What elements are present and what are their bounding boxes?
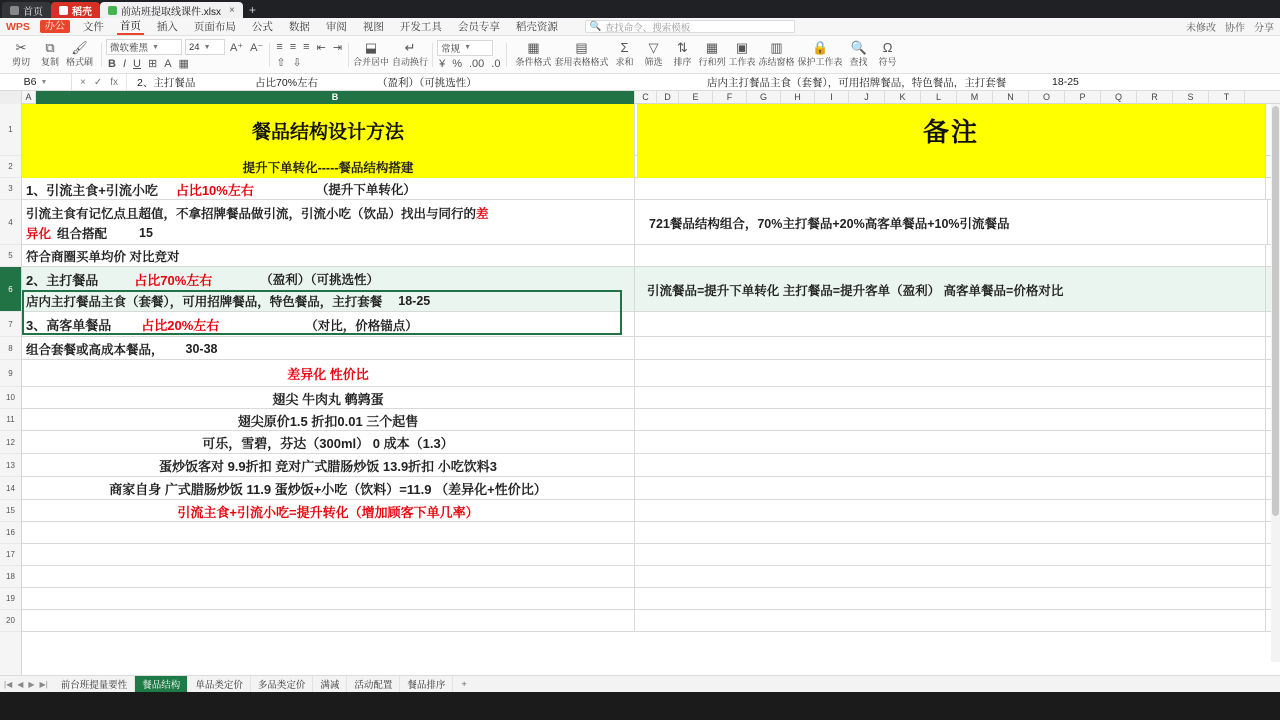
cell-b7-text3: （盈利）（可挑选性） — [260, 273, 380, 287]
increase-font-icon[interactable]: A⁺ — [230, 41, 244, 54]
formula-seg-5: 18-25 — [1052, 76, 1079, 88]
column-header-F[interactable]: F — [713, 91, 747, 104]
wrap-text-button[interactable] — [392, 41, 428, 68]
underline-icon[interactable]: U — [133, 57, 141, 70]
cell-b11-text: 差异化 性价比 — [287, 367, 369, 382]
xlsx-icon — [108, 6, 117, 15]
toolbar-divider-4 — [432, 43, 433, 67]
column-header-D[interactable]: D — [657, 91, 679, 104]
sort-icon: ⇅ — [677, 40, 688, 55]
cell-b5-text3: 15 — [139, 225, 153, 240]
menu-item-devtools[interactable]: 开发工具 — [399, 21, 442, 33]
menu-item-resources[interactable]: 稻壳资源 — [515, 21, 558, 33]
percent-icon[interactable]: % — [452, 57, 462, 70]
sort-label: 排序 — [673, 57, 692, 67]
sigma-icon: Σ — [620, 40, 629, 55]
cell-b16-text: 商家自身 广式腊肠炒饭 11.9 蛋炒饭+小吃（饮料）=11.9 （差异化+性价比） — [109, 482, 547, 497]
cell-note-9[interactable] — [637, 360, 1266, 387]
cell-b7-text1: 2、主打餐品 — [26, 272, 99, 288]
styles-tools-group — [511, 38, 904, 72]
cell-note-19[interactable] — [637, 588, 1266, 610]
cell-note-6[interactable] — [637, 267, 1266, 312]
tab-document[interactable] — [100, 2, 243, 18]
cell-right-title[interactable] — [637, 104, 1266, 156]
align-left-icon[interactable]: ⇧ — [276, 56, 286, 69]
table-row — [22, 178, 1280, 200]
cell-b12[interactable] — [22, 387, 635, 409]
currency-icon[interactable]: ¥ — [439, 57, 446, 70]
sheet-tab-3[interactable]: 多品类定价 — [251, 676, 314, 693]
column-header-L[interactable]: L — [921, 91, 957, 104]
align-middle-icon[interactable]: ≡ — [289, 41, 297, 53]
cell-b6-text: 符合商圈买单均价 对比竞对 — [26, 250, 180, 264]
search-placeholder: 查找命令、搜索模板 — [604, 22, 691, 34]
spreadsheet-grid[interactable] — [0, 91, 1280, 675]
number-format-value: 常规 — [441, 43, 461, 55]
table-style-button[interactable] — [554, 41, 608, 68]
find-button[interactable] — [846, 41, 872, 68]
cell-empty-18[interactable] — [22, 566, 635, 588]
sum-label: 求和 — [615, 57, 634, 67]
cell-b2-text: 提升下单转化-----餐品结构搭建 — [242, 161, 414, 175]
row-header-4[interactable]: 4 — [0, 200, 21, 245]
cell-note-3[interactable] — [637, 178, 1266, 200]
cell-left-title[interactable] — [22, 104, 635, 156]
row-header-18[interactable]: 18 — [0, 566, 21, 588]
bold-icon[interactable]: B — [108, 57, 116, 70]
font-size-value: 24 — [189, 41, 200, 53]
row-header-6[interactable]: 6 — [0, 267, 21, 312]
share-button[interactable]: 分享 — [1254, 23, 1274, 34]
decrease-decimal-icon[interactable]: .0 — [491, 57, 501, 70]
font-family-value: 微软雅黑 — [110, 43, 149, 54]
cut-button[interactable] — [8, 41, 34, 68]
cut-label: 剪切 — [11, 57, 30, 67]
menu-item-insert[interactable]: 插入 — [156, 21, 178, 33]
last-sheet-icon[interactable]: ▶| — [39, 679, 48, 689]
name-box[interactable] — [0, 74, 72, 90]
cancel-icon[interactable]: × — [80, 76, 86, 88]
tab-daoke[interactable] — [51, 2, 100, 18]
merge-center-label: 合并居中 — [353, 57, 390, 67]
cell-b11[interactable] — [22, 360, 635, 387]
row-header-9[interactable]: 9 — [0, 360, 21, 387]
tab-home[interactable] — [2, 2, 51, 18]
indent-increase-icon[interactable]: ⇥ — [332, 41, 343, 54]
chevron-down-icon[interactable]: ▼ — [40, 78, 48, 86]
number-format-select[interactable] — [437, 40, 493, 56]
tab-document-label: 前站班提取线课件.xlsx — [121, 6, 221, 18]
scrollbar-thumb[interactable] — [1272, 106, 1279, 516]
browser-tabstrip — [0, 0, 1280, 18]
cell-note-11[interactable] — [637, 409, 1266, 431]
conditional-format-label: 条件格式 — [515, 57, 552, 67]
number-group — [437, 40, 502, 70]
cell-note-20[interactable] — [637, 610, 1266, 632]
worksheet-button[interactable] — [729, 41, 756, 68]
cell-b3[interactable] — [22, 178, 635, 200]
fill-color-icon[interactable]: ▦ — [178, 58, 189, 70]
merge-row — [353, 41, 428, 68]
align-top-icon[interactable]: ≡ — [276, 41, 283, 53]
freeze-panes-icon: ▥ — [770, 40, 783, 55]
merge-icon: ⬓ — [364, 40, 378, 55]
sheet-body — [0, 104, 1280, 675]
cell-b15-text: 蛋炒饭客对 9.9折扣 竞对广式腊肠炒饭 13.9折扣 小吃饮料3 — [158, 459, 498, 474]
font-family-select[interactable] — [106, 39, 182, 55]
cell-b13-text: 翅尖原价1.5 折扣0.01 三个起售 — [237, 413, 419, 429]
cell-note-16[interactable] — [637, 522, 1266, 544]
formula-bar — [0, 74, 1280, 91]
rows-columns-icon: ▦ — [705, 40, 719, 55]
cell-note-18[interactable] — [637, 566, 1266, 588]
menu-item-data[interactable]: 数据 — [288, 21, 310, 33]
note-text-2: 引流餐品=提升下单转化 主打餐品=提升客单（盈利） 高客单餐品=价格对比 — [647, 283, 1064, 298]
toolbar-divider-2 — [269, 43, 270, 67]
menu-bar — [0, 18, 1280, 36]
sort-button[interactable] — [669, 41, 695, 68]
cells-area[interactable] — [22, 104, 1280, 675]
row-header-20[interactable]: 20 — [0, 610, 21, 632]
cell-note-7[interactable] — [637, 312, 1266, 337]
menu-item-view[interactable]: 视图 — [362, 21, 384, 33]
cell-note-12[interactable] — [637, 431, 1266, 454]
sheet-tab-5[interactable]: 活动配置 — [347, 676, 400, 693]
row-header-13[interactable]: 13 — [0, 454, 21, 477]
table-row — [22, 566, 1280, 588]
cell-b5-text1: 异化 — [26, 226, 52, 241]
cell-empty-17[interactable] — [22, 544, 635, 566]
left-title-text: 餐品结构设计方法 — [251, 121, 404, 143]
cell-b7-text2: 占比70%左右 — [134, 272, 213, 288]
table-row — [22, 312, 1280, 337]
cell-b16[interactable] — [22, 477, 635, 500]
column-header-M[interactable]: M — [957, 91, 993, 104]
cell-b10[interactable] — [22, 337, 635, 360]
row-header-16[interactable]: 16 — [0, 522, 21, 544]
lock-icon: 🔒 — [811, 40, 829, 55]
prev-sheet-icon[interactable]: ◀ — [17, 679, 24, 689]
cell-b4-text1: 引流主食有记忆点且超值，不拿招牌餐品做引流，引流小吃（饮品）找出与同行的 — [26, 206, 477, 221]
formula-seg-4: 店内主打餐品主食（套餐），可用招牌餐品，特色餐品，主打套餐 — [707, 76, 1007, 89]
table-row — [22, 104, 1280, 156]
taskbar — [0, 692, 1280, 720]
toolbar-divider-5 — [506, 43, 507, 67]
search-input[interactable] — [585, 20, 795, 33]
alignment-group — [274, 41, 344, 69]
cell-note-14[interactable] — [637, 477, 1266, 500]
column-header-N[interactable]: N — [993, 91, 1029, 104]
column-header-P[interactable]: P — [1065, 91, 1101, 104]
cell-b5-text2: 组合搭配 — [57, 226, 108, 241]
column-header-S[interactable]: S — [1173, 91, 1209, 104]
cell-b9-text1: 3、高客单餐品 — [26, 318, 112, 333]
filter-button[interactable] — [640, 41, 666, 68]
worksheet-label: 工作表 — [728, 57, 756, 67]
sheet-nav-buttons — [4, 680, 54, 689]
conditional-format-button[interactable] — [515, 41, 551, 68]
menu-right-group — [1186, 19, 1274, 34]
protect-sheet-button[interactable] — [798, 41, 843, 68]
borders-icon[interactable]: ⊞ — [147, 58, 158, 70]
row-headers — [0, 104, 22, 675]
row-header-1[interactable]: 1 — [0, 104, 21, 156]
merge-wrap-group — [353, 41, 428, 68]
cell-b15[interactable] — [22, 454, 635, 477]
brush-icon: 🖌 — [71, 40, 88, 55]
font-color-icon[interactable]: A — [164, 57, 172, 70]
menu-item-pagelayout[interactable]: 页面布局 — [193, 21, 236, 33]
row-header-19[interactable]: 19 — [0, 588, 21, 610]
table-row — [22, 156, 1280, 178]
cell-b10-text2: 30-38 — [185, 341, 218, 356]
cell-b12-text: 翅尖 牛肉丸 鹌鹑蛋 — [272, 391, 384, 407]
sheet-tab-0[interactable]: 前台班提量要性 — [54, 676, 136, 693]
freeze-panes-label: 冻结窗格 — [758, 57, 795, 67]
font-size-select[interactable] — [185, 39, 225, 55]
table-row — [22, 387, 1280, 409]
cell-empty-20[interactable] — [22, 610, 635, 632]
home-icon — [10, 6, 19, 15]
toolbar-divider-1 — [101, 43, 102, 67]
table-row — [22, 500, 1280, 522]
cell-b13[interactable] — [22, 409, 635, 431]
column-header-A[interactable]: A — [22, 91, 36, 104]
column-header-C[interactable]: C — [635, 91, 657, 104]
filter-label: 筛选 — [644, 57, 663, 67]
table-style-label: 套用表格格式 — [554, 57, 609, 67]
decrease-font-icon[interactable]: A⁻ — [250, 41, 264, 54]
font-row-1 — [106, 39, 265, 55]
sum-button[interactable] — [611, 41, 637, 68]
cell-note-5[interactable] — [637, 245, 1266, 267]
vertical-scrollbar[interactable] — [1271, 104, 1280, 662]
formula-seg-3: （盈利）（可挑选性） — [377, 76, 477, 89]
wrap-icon: ↵ — [404, 40, 416, 55]
cell-b7-selected[interactable] — [22, 267, 635, 312]
cell-b3-text1: 1、引流主食+引流小吃 — [26, 182, 158, 198]
cell-note-yellow-2[interactable] — [637, 156, 1266, 178]
cell-empty-16[interactable] — [22, 522, 635, 544]
table-row — [22, 610, 1280, 632]
format-painter-label: 格式刷 — [66, 57, 94, 67]
cell-b3-text3: （提升下单转化） — [315, 183, 416, 197]
font-row-2 — [106, 57, 265, 70]
formula-seg-2: 占比70%左右 — [255, 76, 319, 89]
cell-b10-text1: 组合套餐或高成本餐品， — [26, 342, 164, 357]
sheet-tab-6[interactable]: 餐品排序 — [400, 676, 453, 693]
worksheet-icon: ▣ — [735, 40, 749, 55]
indent-decrease-icon[interactable]: ⇤ — [316, 41, 326, 54]
align-row-2 — [274, 56, 344, 69]
table-row — [22, 477, 1280, 500]
clipboard-group — [4, 38, 97, 72]
wps-logo: WPS — [6, 20, 30, 33]
menu-item-formula[interactable]: 公式 — [251, 21, 273, 33]
column-header-Q[interactable]: Q — [1101, 91, 1137, 104]
conditional-format-icon: ▦ — [527, 40, 540, 55]
copy-button[interactable] — [37, 41, 63, 68]
select-all-corner[interactable] — [0, 91, 22, 104]
table-style-icon: ▤ — [575, 40, 588, 55]
cell-b9[interactable] — [22, 312, 635, 337]
formula-input[interactable] — [127, 75, 1280, 90]
italic-icon[interactable]: I — [122, 57, 127, 70]
align-row-1 — [274, 41, 344, 54]
wrap-text-label: 自动换行 — [392, 57, 429, 67]
cell-b17-text: 引流主食+引流小吃=提升转化（增加顾客下单几率） — [177, 504, 479, 520]
column-header-H[interactable]: H — [781, 91, 815, 104]
cell-b4-text2: 差 — [476, 206, 489, 221]
table-row — [22, 454, 1280, 477]
table-row — [22, 360, 1280, 387]
align-bottom-icon[interactable]: ≡ — [303, 41, 310, 53]
row-header-14[interactable]: 14 — [0, 477, 21, 500]
symbol-button[interactable] — [875, 41, 901, 68]
row-header-3[interactable]: 3 — [0, 178, 21, 200]
table-row — [22, 588, 1280, 610]
formula-seg-1: 2、主打餐品 — [137, 76, 196, 89]
cell-empty-19[interactable] — [22, 588, 635, 610]
font-group — [106, 39, 265, 70]
cell-b14[interactable] — [22, 431, 635, 454]
cell-b9-text3: （对比，价格锚点） — [305, 318, 418, 333]
row-header-5[interactable]: 5 — [0, 245, 21, 267]
toolbar-divider-3 — [348, 43, 349, 67]
rows-columns-button[interactable] — [698, 41, 725, 68]
menu-item-member[interactable]: 会员专享 — [457, 21, 500, 33]
cell-note-13[interactable] — [637, 454, 1266, 477]
table-row — [22, 245, 1280, 267]
column-header-T[interactable]: T — [1209, 91, 1245, 104]
table-row — [22, 409, 1280, 431]
search-icon: 🔍 — [589, 21, 602, 32]
column-header-G[interactable]: G — [747, 91, 781, 104]
search-icon: 🔍 — [850, 40, 867, 55]
column-header-R[interactable]: R — [1137, 91, 1173, 104]
chevron-down-icon: ▼ — [464, 44, 472, 51]
close-icon[interactable]: × — [229, 4, 235, 16]
table-row — [22, 200, 1280, 245]
scissors-icon: ✂ — [15, 40, 27, 55]
symbol-label: 符号 — [878, 57, 897, 67]
column-header-O[interactable]: O — [1029, 91, 1065, 104]
menu-item-review[interactable]: 审阅 — [325, 21, 347, 33]
column-header-J[interactable]: J — [849, 91, 885, 104]
first-sheet-icon[interactable]: |◀ — [4, 679, 13, 689]
cell-note-4[interactable] — [639, 200, 1268, 245]
sheet-tab-4[interactable]: 满减 — [313, 676, 347, 693]
format-painter-button[interactable] — [66, 41, 93, 68]
align-right-icon[interactable]: ⇩ — [292, 56, 302, 69]
column-headers — [0, 91, 1280, 104]
row-header-7[interactable]: 7 — [0, 312, 21, 337]
row-header-15[interactable]: 15 — [0, 500, 21, 522]
increase-decimal-icon[interactable]: .00 — [468, 57, 485, 70]
copy-label: 复制 — [40, 57, 59, 67]
note-text-1: 721餐品结构组合，70%主打餐品+20%高客单餐品+10%引流餐品 — [649, 216, 1010, 231]
cell-note-10[interactable] — [637, 387, 1266, 409]
formula-bar-icons — [72, 74, 127, 90]
column-header-K[interactable]: K — [885, 91, 921, 104]
row-header-2[interactable]: 2 — [0, 156, 21, 178]
cell-note-15[interactable] — [637, 500, 1266, 522]
copy-icon: ⧉ — [45, 40, 55, 55]
number-row-2 — [437, 58, 502, 70]
number-row-1 — [437, 40, 502, 56]
cell-note-17[interactable] — [637, 544, 1266, 566]
sheet-tab-1[interactable]: 餐品结构 — [135, 676, 188, 693]
freeze-panes-button[interactable] — [759, 41, 795, 68]
merge-center-button[interactable] — [353, 41, 389, 68]
table-row — [22, 431, 1280, 454]
row-header-17[interactable]: 17 — [0, 544, 21, 566]
row-header-8[interactable]: 8 — [0, 337, 21, 360]
column-header-B[interactable]: B — [36, 91, 635, 104]
chevron-down-icon: ▼ — [152, 43, 159, 51]
name-box-value: B6 — [23, 76, 37, 88]
cell-b8-text2: 18-25 — [398, 293, 431, 308]
omega-icon: Ω — [882, 40, 893, 55]
unsaved-status: 未修改 — [1186, 23, 1216, 34]
protect-sheet-label: 保护工作表 — [797, 57, 843, 67]
table-row — [22, 337, 1280, 360]
cell-b8-text1: 店内主打餐品主食（套餐），可用招牌餐品，特色餐品，主打套餐 — [26, 294, 383, 309]
row-header-10[interactable]: 10 — [0, 387, 21, 409]
cell-b2[interactable] — [22, 156, 635, 178]
filter-icon: ▽ — [648, 40, 659, 55]
row-header-11[interactable]: 11 — [0, 409, 21, 431]
column-header-I[interactable]: I — [815, 91, 849, 104]
menu-item-file[interactable]: 文件 — [82, 21, 104, 33]
sheet-tab-bar — [0, 675, 1280, 692]
cell-b9-text2: 占比20%左右 — [141, 318, 220, 333]
menu-chip[interactable]: 办公 — [40, 20, 70, 33]
right-title-text: 备注 — [922, 116, 979, 147]
cell-b4[interactable] — [22, 200, 635, 245]
table-row-selected — [22, 267, 1280, 312]
tab-daoke-label: 稻壳 — [72, 6, 92, 18]
cell-note-8[interactable] — [637, 337, 1266, 360]
table-row — [22, 522, 1280, 544]
sheet-tab-2[interactable]: 单品类定价 — [188, 676, 251, 693]
confirm-icon[interactable]: ✓ — [93, 76, 103, 88]
cell-b6[interactable] — [22, 245, 635, 267]
rows-columns-label: 行和列 — [698, 57, 726, 67]
menu-item-home[interactable]: 首页 — [117, 18, 144, 35]
row-header-12[interactable]: 12 — [0, 431, 21, 454]
add-sheet-button[interactable]: + — [461, 678, 467, 690]
chevron-down-icon: ▼ — [203, 43, 211, 51]
next-sheet-icon[interactable]: ▶ — [28, 679, 35, 689]
ribbon-toolbar — [0, 36, 1280, 74]
cell-b14-text: 可乐，雪碧，芬达（300ml） 0 成本（1.3） — [202, 436, 454, 451]
column-header-E[interactable]: E — [679, 91, 713, 104]
find-label: 查找 — [849, 57, 868, 67]
cell-b17[interactable] — [22, 500, 635, 522]
cell-b3-text2: 占比10%左右 — [175, 182, 254, 198]
daoke-icon — [59, 6, 68, 15]
table-row — [22, 544, 1280, 566]
new-tab-button[interactable]: + — [248, 3, 256, 17]
tab-home-label: 首页 — [23, 6, 43, 18]
function-icon[interactable]: fx — [110, 76, 119, 88]
collaborate-button[interactable]: 协作 — [1225, 23, 1245, 34]
